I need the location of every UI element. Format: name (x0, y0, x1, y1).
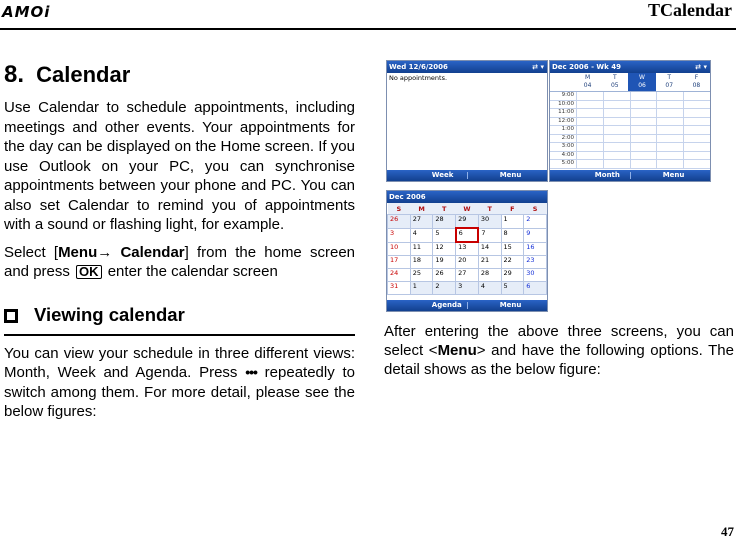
day-view-body: No appointments. (389, 74, 448, 82)
month-view-titlebar (387, 191, 547, 203)
week-day[interactable]: T 05 (610, 74, 619, 89)
month-day-cell[interactable]: 8 (501, 228, 524, 242)
month-day-cell[interactable]: 23 (524, 256, 547, 269)
select-arrow: → (97, 243, 113, 261)
week-view-titlebar (550, 61, 710, 73)
week-time-grid: 9:00 10:00 11:00 12:00 1:00 2:00 3:00 4:00 5:00 (550, 92, 710, 169)
intro-paragraph: Use Calendar to schedule appointments, including meetings and other events. Your appointments for the day can be displayed on the Home screen. If you use Outlook on your PC, you can synchronise appointments between your phone and PC. You can also set Calendar to remind you of appointments with a sound or flashing light, for example. (4, 99, 355, 233)
month-day-cell[interactable]: 29 (456, 215, 479, 229)
caption-pre: After entering the above three screens, you can select < (384, 323, 734, 359)
select-post: enter the calendar screen (107, 263, 278, 280)
header-divider (0, 28, 736, 30)
day-softkey-left[interactable]: Week (431, 171, 454, 179)
week-view-title: Dec 2006 - Wk 49 (552, 63, 621, 71)
week-day-selected[interactable]: W 06 (628, 73, 655, 91)
section-number: 8. (4, 61, 25, 88)
month-day-cell[interactable]: 3 (456, 282, 479, 295)
month-day-cell[interactable]: 25 (410, 269, 433, 282)
signal-icon: ⇄ ▾ (695, 63, 707, 71)
select-menu: Menu (58, 243, 98, 261)
month-day-cell[interactable]: 3 (388, 228, 411, 242)
month-day-cell[interactable]: 21 (478, 256, 501, 269)
month-day-cell[interactable]: 4 (410, 228, 433, 242)
week-day[interactable]: F 08 (692, 74, 701, 89)
month-day-cell[interactable]: 5 (501, 282, 524, 295)
month-day-cell[interactable]: 1 (410, 282, 433, 295)
month-day-cell[interactable]: 1 (501, 215, 524, 229)
month-day-cell[interactable]: 4 (478, 282, 501, 295)
month-day-cell[interactable]: 2 (433, 282, 456, 295)
month-day-cell[interactable]: 2 (524, 215, 547, 229)
left-column (4, 62, 355, 422)
month-view-softbar (387, 300, 547, 311)
header-title: TCalendar (647, 0, 732, 20)
month-day-cell[interactable]: 16 (524, 242, 547, 256)
viewing-heading-text: Viewing calendar (34, 303, 185, 325)
month-day-cell[interactable]: 27 (456, 269, 479, 282)
month-view-screen (386, 190, 548, 312)
month-week-row (388, 242, 547, 256)
month-day-cell[interactable]: 29 (501, 269, 524, 282)
signal-icon: ⇄ ▾ (532, 63, 544, 71)
month-grid: S M T W T F S 26 27 28 29 30 1 2 3 4 5 6 7 8 9 10 11 12 13 14 15 16 17 18 19 20 21 22 23 24 25 26 27 28 29 30 31 1 2 3 4 5 6 (387, 203, 547, 295)
day-view-titlebar (387, 61, 547, 73)
week-day-header (550, 73, 710, 92)
brand-logo: AMOi (2, 3, 51, 21)
options-caption (384, 322, 734, 379)
month-day-cell[interactable]: 6 (524, 282, 547, 295)
select-pre: Select [ (4, 243, 59, 261)
caption-post: > and have the following options. The detail shows as the below figure: (384, 342, 734, 378)
day-view-softbar (387, 170, 547, 181)
month-day-today[interactable]: 6 (456, 228, 479, 242)
month-day-cell[interactable]: 28 (478, 269, 501, 282)
viewing-heading (4, 304, 355, 328)
select-mid: ] from the home screen and press (4, 243, 355, 280)
week-softkey-left[interactable]: Month (594, 171, 620, 179)
section-title: Calendar (36, 62, 131, 87)
month-softkey-left[interactable]: Agenda (431, 301, 462, 309)
month-week-row (388, 256, 547, 269)
week-view-softbar (550, 170, 710, 181)
week-view-screen (549, 60, 711, 182)
caption-menu: Menu (437, 342, 477, 359)
month-day-cell[interactable]: 22 (501, 256, 524, 269)
month-week-row (388, 215, 547, 229)
month-day-cell[interactable]: 11 (410, 242, 433, 256)
viewing-paragraph (4, 344, 355, 422)
viewing-divider (4, 334, 355, 336)
square-bullet-icon (4, 309, 18, 323)
month-day-cell[interactable]: 27 (410, 215, 433, 229)
month-day-cell[interactable]: 20 (456, 256, 479, 269)
viewing-pre: You can view your schedule in three different views: Month, Week and Agenda. Press (4, 344, 355, 381)
month-day-cell[interactable]: 19 (433, 256, 456, 269)
section-heading (4, 62, 355, 88)
month-day-cell[interactable]: 28 (433, 215, 456, 229)
month-day-cell[interactable]: 13 (456, 242, 479, 256)
week-day[interactable]: T 07 (665, 74, 674, 89)
month-day-cell[interactable]: 30 (478, 215, 501, 229)
month-day-cell[interactable]: 31 (388, 282, 411, 295)
softkey-separator (467, 172, 468, 179)
month-view-title: Dec 2006 (389, 193, 426, 201)
week-day[interactable]: M 04 (583, 74, 592, 89)
month-day-cell[interactable]: 7 (478, 228, 501, 242)
month-day-cell[interactable]: 17 (388, 256, 411, 269)
softkey-separator (630, 172, 631, 179)
month-day-cell[interactable]: 5 (433, 228, 456, 242)
week-softkey-right[interactable]: Menu (662, 171, 685, 179)
day-view-title: Wed 12/6/2006 (389, 63, 448, 71)
month-softkey-right[interactable]: Menu (499, 301, 522, 309)
month-day-cell[interactable]: 12 (433, 242, 456, 256)
select-paragraph (4, 243, 355, 282)
day-view-screen (386, 60, 548, 182)
month-week-row (388, 228, 547, 242)
month-day-cell[interactable]: 26 (388, 215, 411, 229)
month-week-row (388, 282, 547, 295)
month-day-cell[interactable]: 30 (524, 269, 547, 282)
softkey-separator (467, 302, 468, 309)
month-day-cell[interactable]: 15 (501, 242, 524, 256)
select-item: Calendar (120, 243, 185, 261)
month-day-cell[interactable]: 14 (478, 242, 501, 256)
day-softkey-right[interactable]: Menu (499, 171, 522, 179)
month-day-cell[interactable]: 10 (388, 242, 411, 256)
viewing-post: repeatedly to switch among them. For more detail, please see the below figures: (4, 364, 355, 420)
month-day-cell[interactable]: 26 (433, 269, 456, 282)
month-day-cell[interactable]: 9 (524, 228, 547, 242)
page-number: 47 (721, 524, 734, 539)
ok-key-icon: OK (76, 265, 102, 279)
more-key-icon: ••• (245, 364, 257, 380)
month-day-cell[interactable]: 24 (388, 269, 411, 282)
month-day-cell[interactable]: 18 (410, 256, 433, 269)
month-week-row (388, 269, 547, 282)
